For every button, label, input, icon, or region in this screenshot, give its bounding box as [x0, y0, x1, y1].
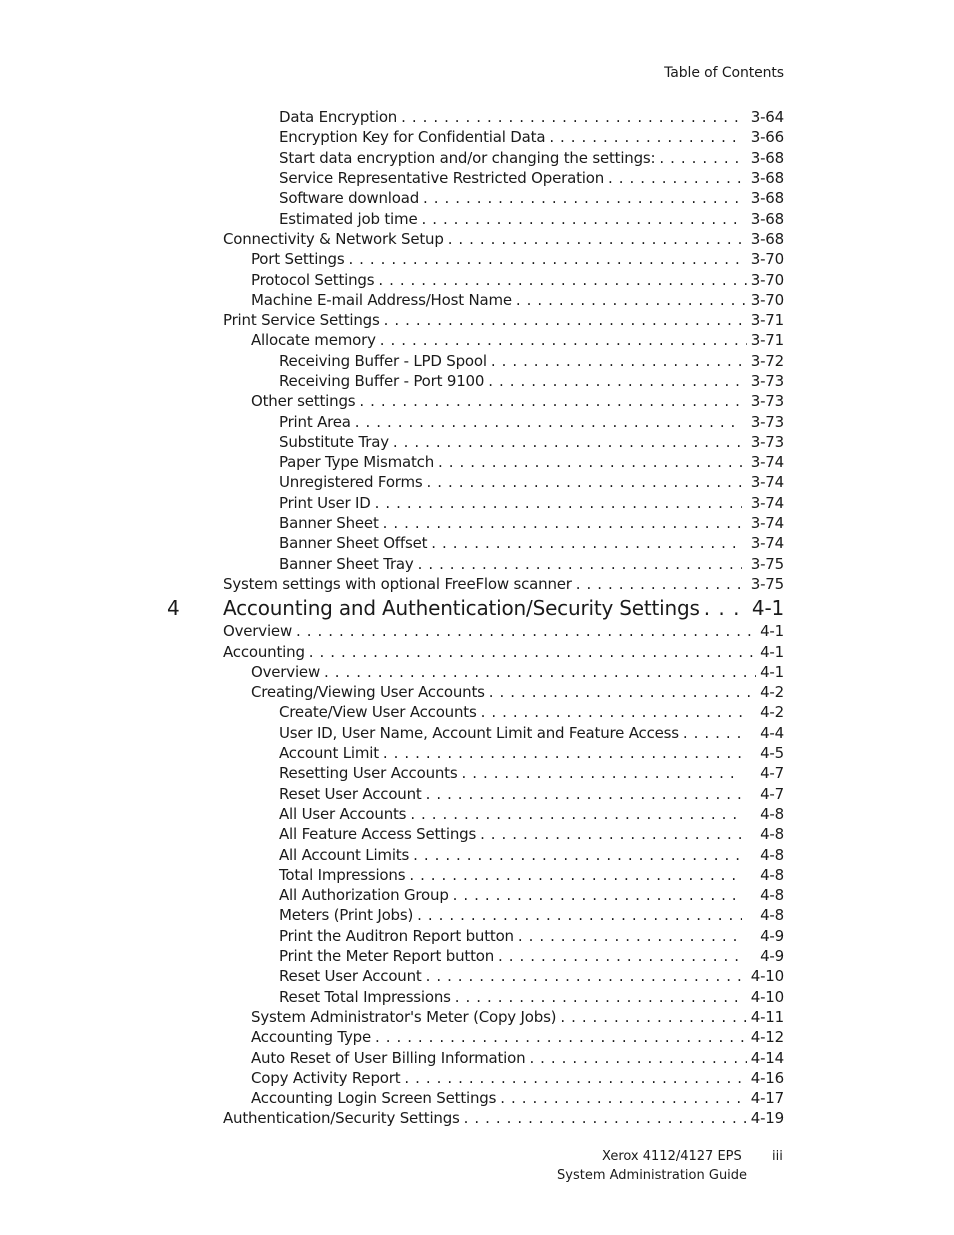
toc-entry-page: 4-1 [760, 622, 784, 641]
toc-entry-title: Reset User Account [279, 967, 422, 986]
toc-entry-page: 3-68 [750, 229, 784, 248]
toc-entry-page: 4-8 [760, 886, 784, 905]
table-of-contents [0, 107, 954, 1129]
toc-entry-page: 4-12 [750, 1028, 784, 1047]
dot-leader [417, 905, 742, 925]
toc-entry-page: 4-8 [760, 845, 784, 864]
toc-entry-title: Port Settings [251, 250, 345, 269]
dot-leader [375, 1027, 747, 1047]
dot-leader [480, 824, 742, 844]
toc-chapter-heading[interactable] [0, 595, 954, 621]
toc-entry-page: 4-8 [760, 865, 784, 884]
toc-entry-page: 3-68 [750, 169, 784, 188]
dot-leader [488, 371, 742, 391]
toc-entry[interactable] [0, 966, 954, 986]
toc-entry[interactable] [0, 743, 954, 763]
toc-entry-title: Connectivity & Network Setup [223, 229, 444, 248]
toc-section-4 [0, 621, 954, 1128]
toc-entry[interactable] [0, 824, 954, 844]
dot-leader [296, 621, 756, 641]
toc-entry-page: 4-9 [760, 947, 784, 966]
toc-entry[interactable] [0, 188, 954, 208]
toc-entry-title: Encryption Key for Confidential Data [279, 128, 546, 147]
toc-entry-page: 3-73 [750, 392, 784, 411]
dot-leader [489, 682, 756, 702]
toc-entry[interactable] [0, 290, 954, 310]
footer-page-number: iii [772, 1149, 783, 1164]
dot-leader [355, 412, 742, 432]
dot-leader [375, 493, 742, 513]
toc-entry[interactable] [0, 763, 954, 783]
toc-entry[interactable] [0, 269, 954, 289]
toc-entry[interactable] [0, 905, 954, 925]
toc-entry-title: Receiving Buffer - Port 9100 [279, 372, 485, 390]
toc-entry-title: Banner Sheet [279, 514, 379, 533]
toc-entry[interactable] [0, 865, 954, 885]
dot-leader [421, 209, 742, 229]
chapter-title: Accounting and Authentication/Security Settings [223, 596, 700, 621]
chapter-number: 4 [167, 596, 180, 621]
toc-entry[interactable] [0, 168, 954, 188]
toc-entry-page: 4-2 [760, 703, 784, 722]
dot-leader [413, 845, 742, 865]
toc-entry-title: Allocate memory [251, 331, 376, 350]
toc-entry-title: Print the Meter Report button [279, 947, 495, 966]
toc-entry-title: Print Area [279, 412, 351, 431]
toc-entry[interactable] [0, 1047, 954, 1067]
toc-entry-page: 4-8 [760, 804, 784, 823]
toc-entry-title: System settings with optional FreeFlow scanner [223, 574, 572, 593]
toc-entry-page: 4-9 [760, 926, 784, 945]
toc-entry[interactable] [0, 844, 954, 864]
toc-entry[interactable] [0, 702, 954, 722]
toc-entry-page: 3-74 [750, 453, 784, 472]
toc-section-3-continued [0, 107, 954, 594]
toc-entry[interactable] [0, 574, 954, 594]
toc-entry[interactable] [0, 784, 954, 804]
toc-entry[interactable] [0, 885, 954, 905]
toc-entry-page: 4-7 [760, 764, 784, 783]
dot-leader [481, 702, 742, 722]
dot-leader [704, 595, 748, 621]
toc-entry-page: 3-70 [750, 290, 784, 309]
toc-entry[interactable] [0, 1068, 954, 1088]
dot-leader [576, 574, 747, 594]
toc-entry-page: 3-68 [750, 148, 784, 167]
toc-entry-title: Authentication/Security Settings [223, 1109, 460, 1128]
running-header: Table of Contents [664, 65, 784, 81]
dot-leader [529, 1048, 746, 1068]
dot-leader [683, 723, 742, 743]
toc-entry-page: 4-11 [750, 1007, 784, 1026]
toc-entry[interactable] [0, 330, 954, 350]
dot-leader [418, 554, 742, 574]
toc-entry-title: Reset User Account [279, 784, 422, 803]
dot-leader [461, 763, 742, 783]
toc-entry-page: 3-66 [750, 128, 784, 147]
toc-entry-title: Auto Reset of User Billing Information [251, 1048, 526, 1067]
toc-entry[interactable] [0, 127, 954, 147]
toc-entry[interactable] [0, 986, 954, 1006]
toc-entry-page: 3-71 [750, 311, 784, 330]
toc-entry-page: 4-8 [760, 825, 784, 844]
toc-entry-title: Account Limit [279, 744, 379, 763]
toc-entry-page: 3-75 [750, 554, 784, 573]
toc-entry-page: 4-17 [750, 1089, 784, 1108]
toc-entry-page: 3-75 [750, 574, 784, 593]
dot-leader [426, 966, 742, 986]
toc-entry-title: Data Encryption [279, 108, 398, 127]
dot-leader [383, 743, 742, 763]
toc-entry-title: All Feature Access Settings [279, 825, 477, 844]
toc-entry[interactable] [0, 682, 954, 702]
dot-leader [659, 148, 742, 168]
toc-entry-title: Machine E-mail Address/Host Name [251, 290, 512, 309]
toc-entry-page: 3-68 [750, 189, 784, 208]
footer-guide-title: System Administration Guide [557, 1168, 748, 1183]
dot-leader [384, 310, 747, 330]
toc-entry[interactable] [0, 926, 954, 946]
toc-entry-page: 4-1 [760, 662, 784, 681]
toc-entry-page: 4-16 [750, 1068, 784, 1087]
toc-entry-title: User ID, User Name, Account Limit and Feature Access [279, 723, 679, 742]
chapter-page: 4-1 [751, 596, 784, 621]
toc-entry-page: 3-70 [750, 250, 784, 269]
toc-entry[interactable] [0, 472, 954, 492]
toc-entry-title: Meters (Print Jobs) [279, 906, 414, 925]
toc-entry-title: Accounting Login Screen Settings [251, 1089, 497, 1108]
toc-entry-page: 4-10 [750, 987, 784, 1006]
toc-entry-title: Reset Total Impressions [279, 987, 451, 1006]
dot-leader [516, 290, 747, 310]
toc-entry[interactable] [0, 946, 954, 966]
dot-leader [549, 127, 742, 147]
toc-entry[interactable] [0, 107, 954, 127]
dot-leader [426, 784, 742, 804]
dot-leader [359, 391, 746, 411]
toc-entry-title: Unregistered Forms [279, 473, 423, 492]
toc-entry[interactable] [0, 641, 954, 661]
toc-entry-page: 3-73 [750, 432, 784, 451]
toc-entry[interactable] [0, 723, 954, 743]
toc-entry[interactable] [0, 310, 954, 330]
toc-entry-page: 3-74 [750, 534, 784, 553]
dot-leader [438, 452, 742, 472]
dot-leader [383, 513, 742, 533]
toc-entry[interactable] [0, 533, 954, 553]
toc-entry-page: 3-64 [750, 108, 784, 127]
toc-entry-page: 3-74 [750, 473, 784, 492]
toc-entry-title: Software download [279, 189, 420, 208]
dot-leader [309, 642, 756, 662]
toc-entry-title: Overview [251, 662, 321, 681]
toc-entry[interactable] [0, 148, 954, 168]
toc-entry[interactable] [0, 411, 954, 431]
dot-leader [423, 188, 742, 208]
toc-entry[interactable] [0, 1007, 954, 1027]
toc-entry-title: Creating/Viewing User Accounts [251, 683, 485, 702]
dot-leader [608, 168, 742, 188]
dot-leader [500, 1088, 747, 1108]
toc-entry-title: Paper Type Mismatch [279, 453, 435, 472]
toc-entry-title: Service Representative Restricted Operation [279, 169, 605, 188]
toc-entry-title: Print User ID [279, 493, 371, 512]
toc-entry-page: 4-14 [750, 1048, 784, 1067]
toc-entry-page: 3-71 [750, 331, 784, 350]
toc-entry-title: Other settings [251, 392, 356, 411]
toc-entry-title: Overview [223, 622, 293, 641]
dot-leader [498, 946, 742, 966]
toc-entry-page: 3-74 [750, 493, 784, 512]
toc-entry-title: All User Accounts [279, 804, 407, 823]
toc-entry[interactable] [0, 351, 954, 371]
toc-entry[interactable] [0, 208, 954, 228]
toc-entry-page: 4-4 [760, 723, 784, 742]
dot-leader [560, 1007, 746, 1027]
toc-entry[interactable] [0, 229, 954, 249]
toc-entry-page: 4-19 [750, 1109, 784, 1128]
toc-entry-title: All Authorization Group [279, 886, 449, 905]
toc-entry[interactable] [0, 554, 954, 574]
toc-entry[interactable] [0, 249, 954, 269]
toc-entry-page: 3-74 [750, 514, 784, 533]
dot-leader [348, 249, 746, 269]
toc-entry[interactable] [0, 452, 954, 472]
toc-entry-page: 3-72 [750, 351, 784, 370]
toc-entry[interactable] [0, 804, 954, 824]
toc-entry-page: 3-68 [750, 209, 784, 228]
dot-leader [380, 330, 747, 350]
dot-leader [455, 987, 742, 1007]
toc-entry-title: Copy Activity Report [251, 1068, 401, 1087]
toc-entry[interactable] [0, 1027, 954, 1047]
dot-leader [453, 885, 742, 905]
toc-entry-title: Banner Sheet Offset [279, 534, 428, 553]
toc-entry-page: 4-1 [760, 642, 784, 661]
toc-entry[interactable] [0, 621, 954, 641]
dot-leader [409, 865, 742, 885]
toc-entry-title: Estimated job time [279, 209, 418, 228]
dot-leader [427, 472, 742, 492]
toc-entry-title: Print the Auditron Report button [279, 926, 514, 945]
dot-leader [431, 533, 742, 553]
toc-entry-title: Resetting User Accounts [279, 764, 458, 783]
toc-entry-page: 4-10 [750, 967, 784, 986]
dot-leader [410, 804, 742, 824]
toc-entry[interactable] [0, 662, 954, 682]
dot-leader [404, 1068, 746, 1088]
dot-leader [518, 926, 742, 946]
dot-leader [393, 432, 742, 452]
toc-entry-title: Total Impressions [279, 865, 406, 884]
toc-entry-title: Banner Sheet Tray [279, 554, 414, 573]
dot-leader [401, 107, 742, 127]
toc-entry[interactable] [0, 371, 954, 391]
toc-entry-title: All Account Limits [279, 845, 410, 864]
dot-leader [491, 351, 742, 371]
toc-entry-title: Create/View User Accounts [279, 703, 477, 722]
toc-entry[interactable] [0, 1108, 954, 1128]
toc-entry-page: 3-70 [750, 270, 784, 289]
toc-entry-title: Protocol Settings [251, 270, 375, 289]
toc-entry[interactable] [0, 432, 954, 452]
toc-entry-title: System Administrator's Meter (Copy Jobs) [251, 1007, 557, 1026]
footer-product: Xerox 4112/4127 EPS [602, 1149, 742, 1164]
toc-entry[interactable] [0, 391, 954, 411]
toc-entry[interactable] [0, 493, 954, 513]
toc-entry-title: Accounting [223, 642, 305, 661]
toc-entry-page: 4-8 [760, 906, 784, 925]
dot-leader [324, 662, 756, 682]
toc-entry-title: Accounting Type [251, 1028, 371, 1047]
dot-leader [448, 229, 747, 249]
toc-entry-title: Substitute Tray [279, 432, 389, 451]
toc-entry-page: 4-5 [760, 744, 784, 763]
dot-leader [464, 1108, 747, 1128]
toc-entry-title: Start data encryption and/or changing the settings: [279, 148, 656, 167]
toc-entry-title: Receiving Buffer - LPD Spool [279, 351, 487, 370]
toc-entry-page: 3-73 [750, 412, 784, 431]
toc-entry[interactable] [0, 513, 954, 533]
toc-entry-page: 4-2 [760, 683, 784, 702]
toc-entry-page: 4-7 [760, 784, 784, 803]
dot-leader [378, 270, 746, 290]
toc-entry-title: Print Service Settings [223, 311, 380, 330]
toc-entry-page: 3-73 [750, 372, 784, 390]
toc-entry[interactable] [0, 1088, 954, 1108]
